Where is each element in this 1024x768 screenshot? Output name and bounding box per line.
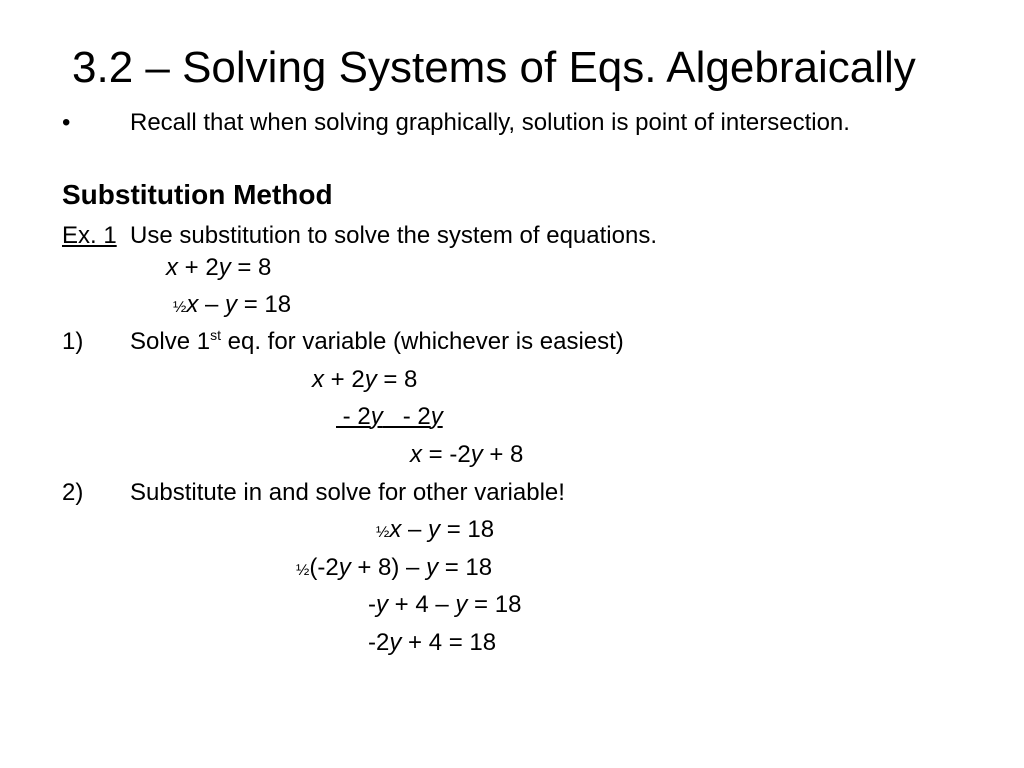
system-equation-1: x + 2y = 8 xyxy=(166,254,272,281)
example-instruction: Use substitution to solve the system of equations. xyxy=(130,222,657,249)
step-1-line-1: x + 2y = 8 xyxy=(312,366,418,393)
step-1-line-2: - 2y - 2y xyxy=(336,403,443,430)
bullet-marker: • xyxy=(62,109,71,136)
step-2-line-3: -y + 4 – y = 18 xyxy=(368,591,522,618)
bullet-text: Recall that when solving graphically, solution is point of intersection. xyxy=(130,109,850,136)
section-heading: Substitution Method xyxy=(62,179,333,210)
slide-title: 3.2 – Solving Systems of Eqs. Algebraically xyxy=(72,43,916,92)
example-label: Ex. 1 xyxy=(62,222,117,249)
step-2-text: Substitute in and solve for other variable! xyxy=(130,479,565,506)
step-1-number: 1) xyxy=(62,328,84,355)
eq-var: x xyxy=(166,254,178,281)
example-line xyxy=(62,221,657,251)
system-equation-2: ½x – y = 18 xyxy=(173,291,292,318)
step-1-text: Solve 1st eq. for variable (whichever is easiest) xyxy=(130,327,624,355)
half-fraction: ½ xyxy=(173,299,187,316)
step-2-line-2: ½(-2y + 8) – y = 18 xyxy=(296,554,493,581)
step-2-line-1: ½x – y = 18 xyxy=(376,516,495,543)
step-2-number: 2) xyxy=(62,479,84,506)
step-1-line-3: x = -2y + 8 xyxy=(410,441,524,468)
step-2-line-4: -2y + 4 = 18 xyxy=(368,629,497,656)
